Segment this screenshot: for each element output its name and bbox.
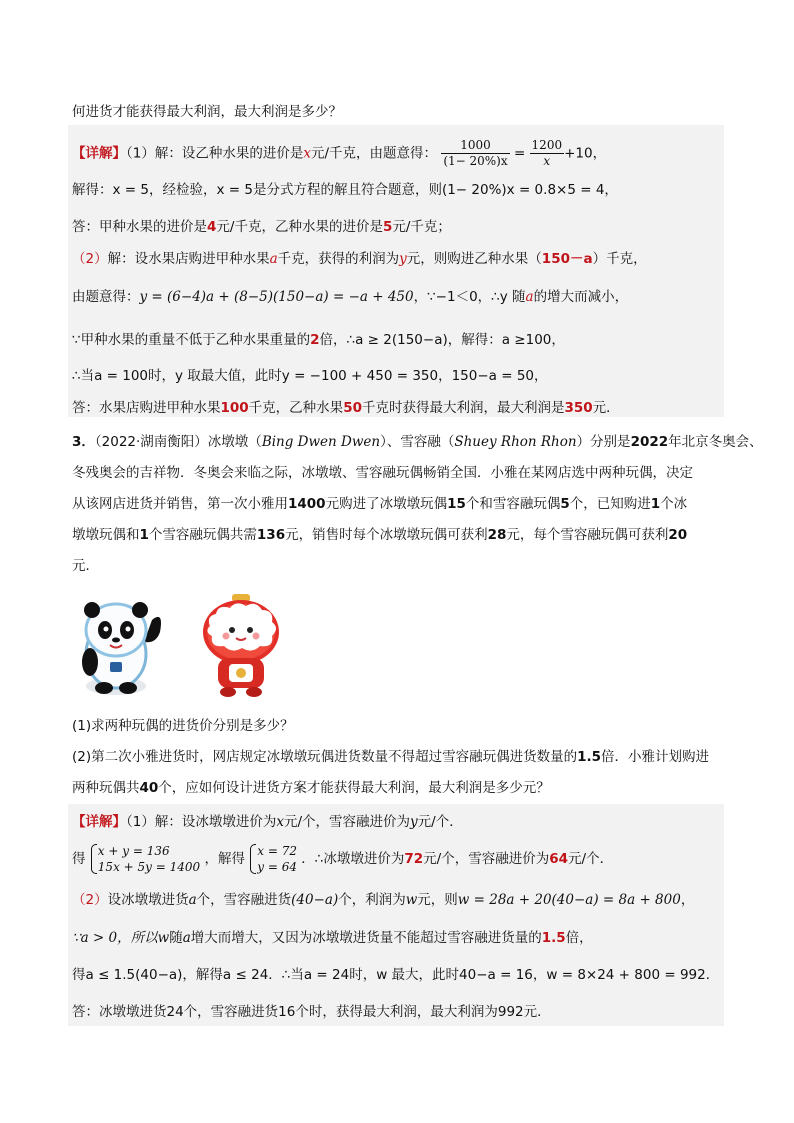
solution-line-5: 由题意得：y = (6−4)a + (8−5)(150−a) = −a + 450，∵−1＜0，∴y 随a的增大而减小， (72, 289, 629, 305)
sol3-line-5: 得a ≤ 1.5(40−a)，解得a ≤ 24．∴当a = 24时，w 最大，此时40−a = 16，w = 8×24 + 800 = 992． (72, 967, 720, 983)
solution-line-6: ∵甲种水果的重量不低于乙种水果重量的2倍，∴a ≥ 2(150−a)，解得：a ≥100， (72, 332, 565, 348)
question-2-line-2: 两种玩偶共40个，应如何设计进货方案才能获得最大利润，最大利润是多少元？ (72, 780, 550, 796)
sol3-line-4: ∵a > 0，所以w随a增大而增大，又因为冰墩墩进货量不能超过雪容融进货量的1.5倍， (72, 930, 593, 946)
solution-system: x = 72 y = 64 (249, 843, 297, 875)
fraction-left: $\frac{1000}{(1- 20\%)x}$ (443, 138, 508, 168)
problem3-line-2: 冬残奥会的吉祥物．冬奥会来临之际，冰墩墩、雪容融玩偶畅销全国．小雅在某网店选中两种玩偶，决定 (72, 465, 693, 481)
problem3-line-3: 从该网店进货并销售，第一次小雅用1400元购进了冰墩墩玩偶15个和雪容融玩偶5个，已知购进1个冰 (72, 496, 688, 512)
solution-line-1: 【详解】（1）解：设乙种水果的进价是x元/千克，由题意得： $\frac{1000}{(1- 20\%)x}$ = $\frac{1200}{x}$ +10， (72, 138, 607, 168)
detail-tag: 【详解】 (72, 145, 126, 162)
fraction-right: $\frac{1200}{x}$ (531, 138, 563, 168)
solution-line-8: 答：水果店购进甲种水果100千克，乙种水果50千克时获得最大利润，最大利润是350元． (72, 400, 620, 416)
solution-line-4: （2）解：设水果店购进甲种水果a千克，获得的利润为y元，则购进乙种水果（150－a）千克， (72, 251, 647, 267)
solution-line-3: 答：甲种水果的进价是4元/千克，乙种水果的进价是5元/千克； (72, 219, 451, 235)
sol3-line-6: 答：冰墩墩进货24个，雪容融进货16个时，获得最大利润，最大利润为992元． (72, 1004, 551, 1020)
equation-system: x + y = 136 15x + 5y = 1400 (90, 843, 200, 875)
shuey-rhon-rhon-image (196, 592, 286, 698)
solution-shade-2 (68, 804, 724, 1026)
question-1: (1)求两种玩偶的进货价分别是多少？ (72, 718, 294, 734)
sol3-line-2: 得 x + y = 136 15x + 5y = 1400 ，解得 x = 72 y = 64 ．∴冰墩墩进价为72元/个，雪容融进价为64元/个． (72, 844, 614, 874)
problem3-line-1: 3．（2022·湖南衡阳）冰墩墩（Bing Dwen Dwen）、雪容融（Shuey Rhon Rhon）分别是2022年北京冬奥会、 (72, 434, 763, 450)
bing-dwen-dwen-image (72, 596, 170, 698)
sol3-line-3: （2）设冰墩墩进货a个，雪容融进货(40−a)个，利润为w元，则w = 28a + 20(40−a) = 8a + 800， (72, 892, 695, 908)
sol3-line-1: 【详解】（1）解：设冰墩墩进价为x元/个，雪容融进价为y元/个． (72, 814, 463, 830)
detail-tag-2: 【详解】 (72, 814, 126, 830)
question-2-line-1: (2)第二次小雅进货时，网店规定冰墩墩玩偶进货数量不得超过雪容融玩偶进货数量的1.5倍．小雅计划购进 (72, 749, 710, 765)
solution-line-7: ∴当a = 100时，y 取最大值，此时y = −100 + 450 = 350，150−a = 50， (72, 368, 548, 384)
problem3-line-5: 元． (72, 558, 99, 574)
problem3-line-4: 墩墩玩偶和1个雪容融玩偶共需136元，销售时每个冰墩墩玩偶可获利28元，每个雪容融玩偶可获利20 (72, 527, 688, 543)
question-tail: 何进货才能获得最大利润，最大利润是多少？ (72, 104, 342, 120)
solution-line-2: 解得：x = 5，经检验，x = 5是分式方程的解且符合题意，则(1− 20%)x = 0.8×5 = 4， (72, 182, 618, 198)
